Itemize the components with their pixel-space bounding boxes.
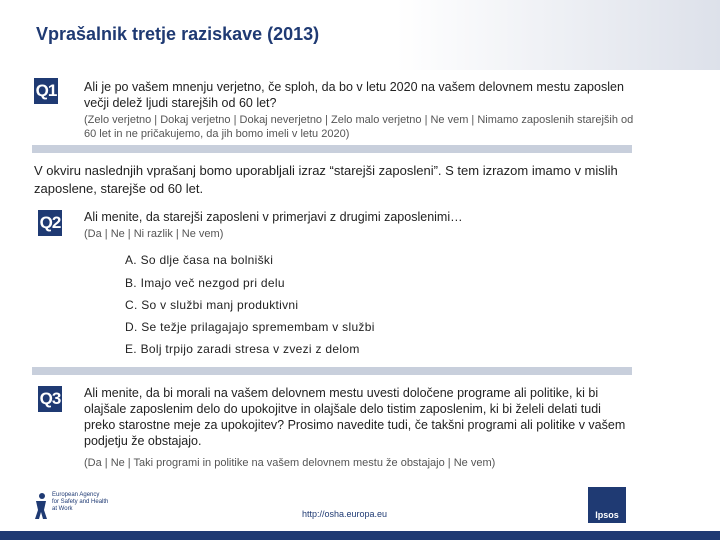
q3-badge: Q3 (38, 386, 62, 412)
q1-badge: Q1 (34, 78, 58, 104)
ipsos-logo: Ipsos (588, 487, 626, 523)
q2-options: (Da | Ne | Ni razlik | Ne vem) (84, 228, 224, 240)
footer-url[interactable]: http://osha.europa.eu (302, 509, 388, 519)
eu-osha-logo (30, 490, 120, 522)
agency-name: European Agency for Safety and Health at Work (52, 492, 109, 512)
q2-text: Ali menite, da starejši zaposleni v primerjavi z drugimi zaposlenimi… (84, 210, 463, 224)
footer-band (0, 531, 720, 540)
divider-bar-1 (32, 145, 632, 153)
q2-badge: Q2 (38, 210, 62, 236)
q3-options: (Da | Ne | Taki programi in politike na vašem delovnem mestu že obstajajo | Ne vem) (84, 457, 496, 469)
divider-bar-2 (32, 367, 632, 375)
q2-item-d: D. Se težje prilagajajo spremembam v službi (125, 320, 375, 334)
q2-item-e: E. Bolj trpijo zaradi stresa v zvezi z delom (125, 342, 360, 356)
q2-item-c: C. So v službi manj produktivni (125, 298, 299, 312)
q1-options: (Zelo verjetno | Dokaj verjetno | Dokaj neverjetno | Zelo malo verjetno | Ne vem | Nimamo zaposlenih starejših od 60 let in ne pričakujemo, da jih bomo imeli v letu 2020) (84, 114, 634, 140)
q2-item-a: A. So dlje časa na bolniški (125, 253, 274, 267)
q1-text: Ali je po vašem mnenju verjetno, če sploh, da bo v letu 2020 na vašem delovnem mestu zaposlen večji delež ljudi starejših od 60 let? (84, 80, 624, 110)
eu-osha-figure-icon (32, 492, 50, 520)
q2-item-b: B. Imajo več nezgod pri delu (125, 276, 285, 290)
intro-text: V okviru naslednjih vprašanj bomo uporabljali izraz “starejši zaposleni”. S tem izrazom imamo v mislih zaposlene, starejše od 60 let. (34, 163, 618, 196)
q3-text: Ali menite, da bi morali na vašem delovnem mestu uvesti določene programe ali politike, ki bi olajšale zaposlenim delo do upokojitve in olajšale delo tistim zaposlenim, ki bi želeli delati tudi preko starostne meje za upokojitev? Prosimo navedite tudi, če takšni programi ali politike v vašem podjetju že obstajajo. (84, 386, 626, 448)
page-title: Vprašalnik tretje raziskave (2013) (36, 24, 320, 44)
